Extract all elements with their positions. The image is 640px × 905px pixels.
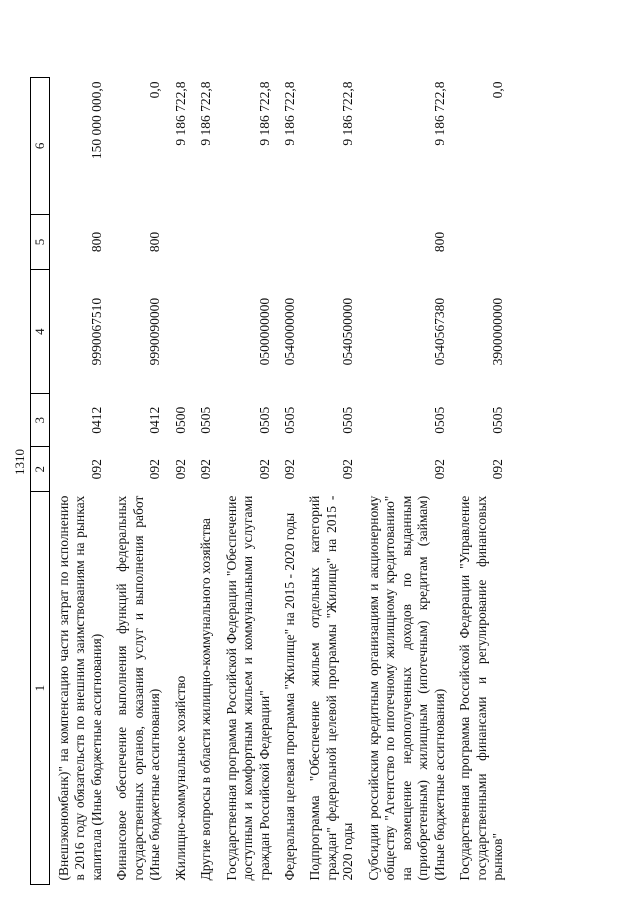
table-row: [360, 78, 451, 885]
row-amount: 150 000 000,0: [88, 81, 104, 160]
row-amount: 9 186 722,8: [431, 81, 447, 146]
row-amount: 0,0: [147, 81, 163, 99]
row-grbs: 092: [340, 459, 356, 480]
row-name: Государственная программа Российской Федерации "Управление государственными финансами и регулирование финансовых рынков": [457, 495, 506, 881]
header-col-4: 4: [31, 270, 50, 394]
budget-table: [30, 77, 510, 885]
row-section: 0505: [340, 406, 356, 434]
table-header-row: [31, 78, 50, 885]
row-target-article: 3900000000: [490, 297, 506, 366]
row-target-article: 9990067510: [88, 297, 104, 366]
row-name: Субсидии российским кредитным организациям и акционерному обществу "Агентство по ипотечному жилищному кредитованию" на возмещение недополученных доходов по выданным (приобретенным) жилищным (ипотечным) кредитам (займам) (Иные бюджетные ассигнования): [365, 495, 447, 881]
row-name: Другие вопросы в области жилищно-коммунального хозяйства: [198, 518, 214, 881]
row-name: Финансовое обеспечение выполнения функций федеральных государственных органов, оказания услуг и выполнения работ (Иные бюджетные ассигнования): [114, 495, 163, 881]
header-col-5: 5: [31, 214, 50, 270]
row-section: 0505: [431, 406, 447, 434]
header-col-6: 6: [31, 78, 50, 215]
row-name: Государственная программа Российской Федерации "Обеспечение доступным и комфортным жильем и коммунальными услугами граждан Российской Федерации": [223, 495, 272, 881]
row-name: Жилищно-коммунальное хозяйство: [172, 675, 188, 881]
row-section: 0505: [490, 406, 506, 434]
row-expense-type: [451, 214, 509, 270]
row-amount: 9 186 722,8: [256, 81, 272, 146]
table-row: [192, 78, 217, 885]
row-section: 0412: [88, 406, 104, 434]
table-row: [276, 78, 301, 885]
row-section: 0412: [147, 406, 163, 434]
row-target-article: 0540500000: [340, 297, 356, 366]
table-row: [451, 78, 509, 885]
row-expense-type: [167, 214, 192, 270]
row-expense-type: 800: [147, 231, 163, 253]
row-amount: 0,0: [490, 81, 506, 99]
row-target-article: 0500000000: [256, 297, 272, 366]
row-target-article: [192, 270, 217, 394]
row-grbs: 092: [256, 459, 272, 480]
row-amount: 9 186 722,8: [282, 81, 298, 146]
row-expense-type: [192, 214, 217, 270]
row-target-article: 0540567380: [431, 297, 447, 366]
header-col-2: 2: [31, 447, 50, 492]
row-target-article: [167, 270, 192, 394]
row-name: Подпрограмма "Обеспечение жильем отдельных категорий граждан" федеральной целевой программы "Жилище" на 2015 - 2020 годы: [307, 495, 356, 881]
table-row: [167, 78, 192, 885]
table-row: [301, 78, 359, 885]
row-expense-type: 800: [431, 231, 447, 253]
row-expense-type: 800: [88, 231, 104, 253]
row-expense-type: [276, 214, 301, 270]
row-expense-type: [301, 214, 359, 270]
row-grbs: 092: [172, 459, 188, 480]
table-row: [108, 78, 166, 885]
row-section: 0505: [198, 406, 214, 434]
row-grbs: 092: [198, 459, 214, 480]
row-amount: 9 186 722,8: [172, 81, 188, 146]
row-target-article: 9990090000: [147, 297, 163, 366]
table-row: [218, 78, 276, 885]
row-expense-type: [218, 214, 276, 270]
row-grbs: 092: [431, 459, 447, 480]
row-grbs: 092: [282, 459, 298, 480]
row-grbs: 092: [147, 459, 163, 480]
row-section: 0505: [256, 406, 272, 434]
row-section: 0500: [172, 406, 188, 434]
table-row: [49, 78, 108, 885]
row-name: Федеральная целевая программа "Жилище" на 2015 - 2020 годы: [282, 512, 298, 881]
page-number: 1310: [12, 449, 27, 475]
row-target-article: 0540000000: [282, 297, 298, 366]
row-section: 0505: [282, 406, 298, 434]
row-amount: 9 186 722,8: [198, 81, 214, 146]
header-col-1: 1: [31, 492, 50, 885]
header-col-3: 3: [31, 394, 50, 447]
row-grbs: 092: [490, 459, 506, 480]
row-grbs: 092: [88, 459, 104, 480]
row-name: (Внешэкономбанк)" на компенсацию части затрат по исполнению в 2016 году обязательств по внешним заимствованиям на рынках капитала (Иные бюджетные ассигнования): [55, 495, 104, 881]
row-amount: 9 186 722,8: [340, 81, 356, 146]
